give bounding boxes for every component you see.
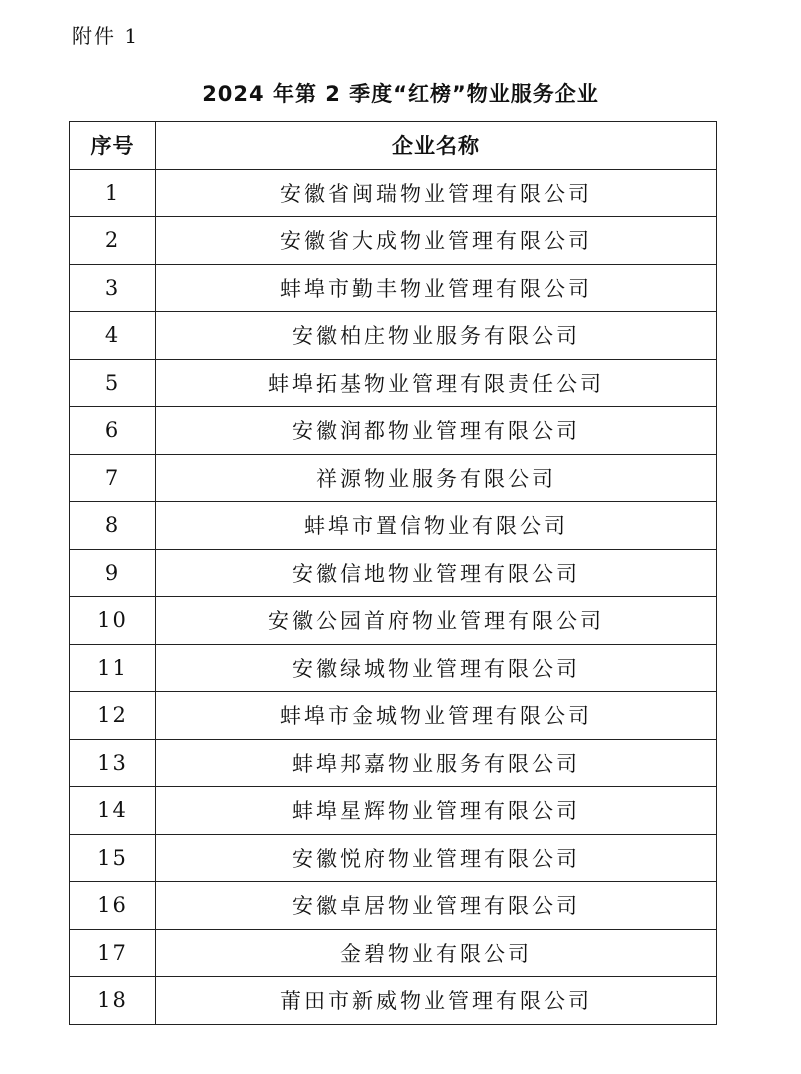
company-name: 祥源物业服务有限公司 xyxy=(156,454,717,502)
row-number: 2 xyxy=(70,217,156,265)
table-row xyxy=(70,597,717,645)
table-row xyxy=(70,977,717,1025)
table-row xyxy=(70,787,717,835)
row-number: 17 xyxy=(70,929,156,977)
company-table xyxy=(69,121,717,1025)
header-company-name: 企业名称 xyxy=(156,122,717,170)
table-row xyxy=(70,264,717,312)
table-row xyxy=(70,692,717,740)
company-name: 蚌埠星辉物业管理有限公司 xyxy=(156,787,717,835)
company-name: 蚌埠拓基物业管理有限责任公司 xyxy=(156,359,717,407)
row-number: 12 xyxy=(70,692,156,740)
company-name: 金碧物业有限公司 xyxy=(156,929,717,977)
row-number: 5 xyxy=(70,359,156,407)
company-name: 安徽悦府物业管理有限公司 xyxy=(156,834,717,882)
row-number: 14 xyxy=(70,787,156,835)
company-name: 安徽公园首府物业管理有限公司 xyxy=(156,597,717,645)
table-row xyxy=(70,454,717,502)
row-number: 11 xyxy=(70,644,156,692)
table-row xyxy=(70,739,717,787)
company-name: 蚌埠邦嘉物业服务有限公司 xyxy=(156,739,717,787)
table-header-row xyxy=(70,122,717,170)
row-number: 18 xyxy=(70,977,156,1025)
document-title: 2024 年第 2 季度“红榜”物业服务企业 xyxy=(202,82,599,106)
header-serial-number: 序号 xyxy=(70,122,156,170)
company-name: 安徽信地物业管理有限公司 xyxy=(156,549,717,597)
table-row xyxy=(70,169,717,217)
company-name: 蚌埠市置信物业有限公司 xyxy=(156,502,717,550)
company-name: 莆田市新威物业管理有限公司 xyxy=(156,977,717,1025)
company-name: 安徽卓居物业管理有限公司 xyxy=(156,882,717,930)
table-row xyxy=(70,549,717,597)
table-row xyxy=(70,834,717,882)
table-row xyxy=(70,929,717,977)
row-number: 16 xyxy=(70,882,156,930)
table-row xyxy=(70,882,717,930)
row-number: 3 xyxy=(70,264,156,312)
company-name: 安徽绿城物业管理有限公司 xyxy=(156,644,717,692)
row-number: 15 xyxy=(70,834,156,882)
company-name: 蚌埠市金城物业管理有限公司 xyxy=(156,692,717,740)
row-number: 10 xyxy=(70,597,156,645)
table-row xyxy=(70,217,717,265)
row-number: 6 xyxy=(70,407,156,455)
table-row xyxy=(70,644,717,692)
row-number: 4 xyxy=(70,312,156,360)
table-row xyxy=(70,502,717,550)
row-number: 9 xyxy=(70,549,156,597)
row-number: 8 xyxy=(70,502,156,550)
company-name: 安徽省闽瑞物业管理有限公司 xyxy=(156,169,717,217)
row-number: 7 xyxy=(70,454,156,502)
company-name: 安徽润都物业管理有限公司 xyxy=(156,407,717,455)
table-row xyxy=(70,407,717,455)
table-row xyxy=(70,359,717,407)
row-number: 13 xyxy=(70,739,156,787)
company-name: 安徽柏庄物业服务有限公司 xyxy=(156,312,717,360)
table-row xyxy=(70,312,717,360)
row-number: 1 xyxy=(70,169,156,217)
attachment-label: 附件 1 xyxy=(72,24,140,48)
company-name: 安徽省大成物业管理有限公司 xyxy=(156,217,717,265)
company-name: 蚌埠市勤丰物业管理有限公司 xyxy=(156,264,717,312)
